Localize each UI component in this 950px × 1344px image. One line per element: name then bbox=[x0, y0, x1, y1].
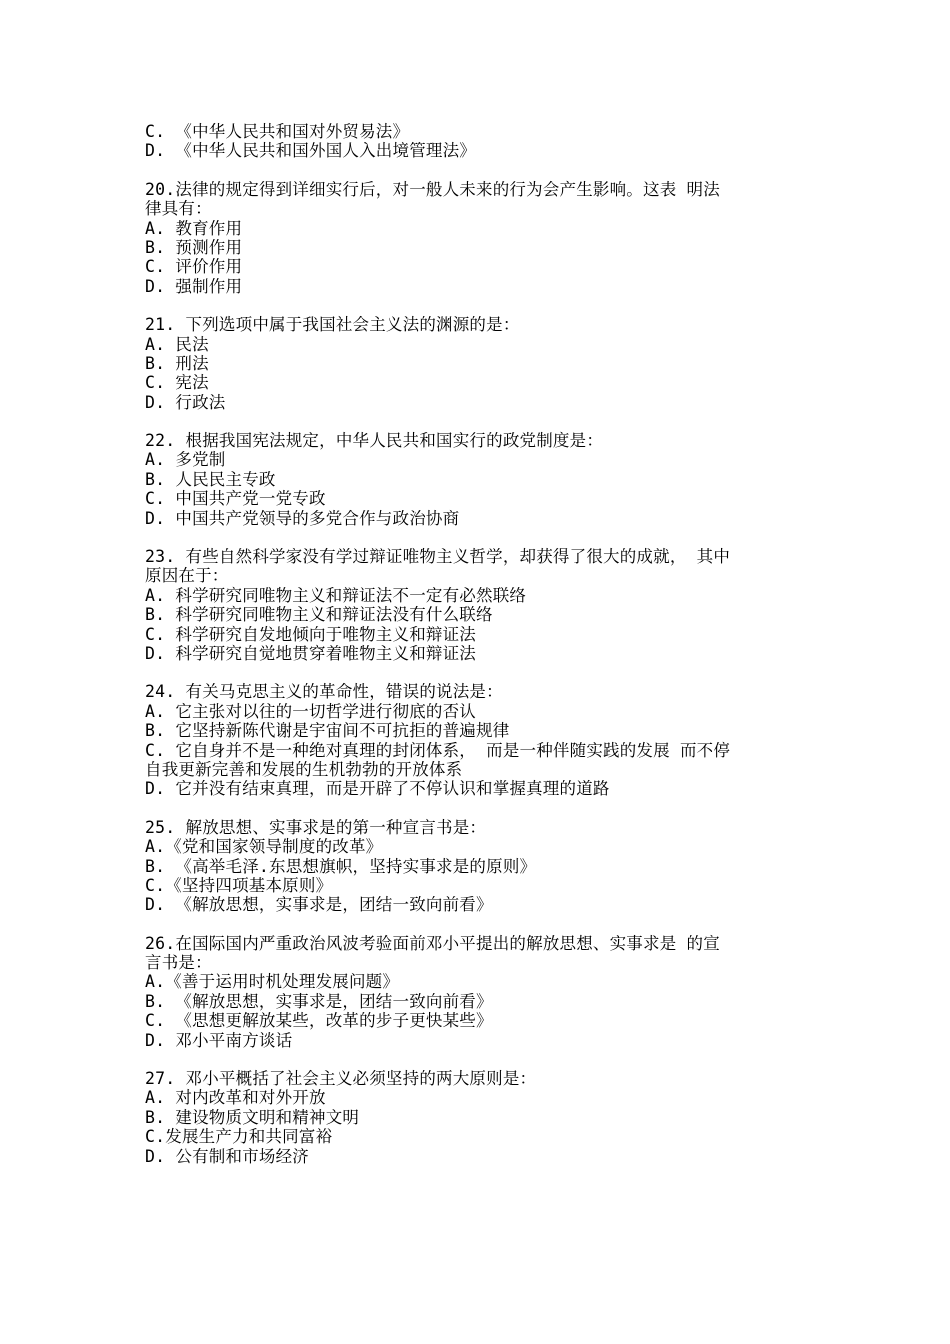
question-text-cont: 原因在于： bbox=[145, 566, 229, 586]
option-b: B. 人民民主专政 bbox=[145, 469, 276, 489]
question-text: 24. 有关马克思主义的革命性，错误的说法是： bbox=[145, 682, 503, 702]
option-b: B. 建设物质文明和精神文明 bbox=[145, 1107, 360, 1127]
option-a: A. 它主张对以往的一切哲学进行彻底的否认 bbox=[145, 701, 477, 721]
option-d: D. 邓小平南方谈话 bbox=[145, 1030, 293, 1050]
question-text: 23. 有些自然科学家没有学过辩证唯物主义哲学，却获得了很大的成就， 其中 bbox=[145, 547, 731, 567]
question-20 bbox=[145, 180, 825, 296]
question-text: 25. 解放思想、实事求是的第一种宣言书是： bbox=[145, 817, 487, 837]
option-a: A.《善于运用时机处理发展问题》 bbox=[145, 972, 400, 992]
question-25 bbox=[145, 818, 825, 915]
option-c: C.发展生产力和共同富裕 bbox=[145, 1127, 333, 1147]
question-26 bbox=[145, 934, 825, 1050]
option-b: B. 《解放思想，实事求是，团结一致向前看》 bbox=[145, 991, 493, 1011]
question-27 bbox=[145, 1069, 825, 1166]
option-d: D. 科学研究自觉地贯穿着唯物主义和辩证法 bbox=[145, 643, 477, 663]
question-text: 21. 下列选项中属于我国社会主义法的渊源的是： bbox=[145, 315, 520, 335]
option-c: C. 宪法 bbox=[145, 373, 209, 393]
question-19-options-tail bbox=[145, 122, 825, 161]
question-text: 20.法律的规定得到详细实行后，对一般人未来的行为会产生影响。这表 明法 bbox=[145, 179, 720, 199]
option-a: A. 民法 bbox=[145, 334, 209, 354]
option-c: C. 科学研究自发地倾向于唯物主义和辩证法 bbox=[145, 624, 477, 644]
option-d: D. 它并没有结束真理，而是开辟了不停认识和掌握真理的道路 bbox=[145, 779, 610, 799]
question-22 bbox=[145, 431, 825, 528]
option-d: D. 《解放思想，实事求是，团结一致向前看》 bbox=[145, 895, 493, 915]
option-d: D. 强制作用 bbox=[145, 276, 243, 296]
option-a: A.《党和国家领导制度的改革》 bbox=[145, 837, 383, 857]
option-b: B. 科学研究同唯物主义和辩证法没有什么联络 bbox=[145, 605, 493, 625]
question-24 bbox=[145, 682, 825, 798]
option-a: A. 教育作用 bbox=[145, 218, 243, 238]
question-text: 26.在国际国内严重政治风波考验面前邓小平提出的解放思想、实事求是 的宣 bbox=[145, 933, 720, 953]
document-page bbox=[145, 122, 825, 1185]
question-text-cont: 律具有： bbox=[145, 199, 212, 219]
question-23 bbox=[145, 547, 825, 663]
option-b: B. 刑法 bbox=[145, 353, 209, 373]
option-d: D. 中国共产党领导的多党合作与政治协商 bbox=[145, 508, 460, 528]
option-a: A. 科学研究同唯物主义和辩证法不一定有必然联络 bbox=[145, 585, 527, 605]
option-a: A. 多党制 bbox=[145, 450, 226, 470]
question-text-cont: 言书是： bbox=[145, 953, 212, 973]
question-text: 27. 邓小平概括了社会主义必须坚持的两大原则是： bbox=[145, 1069, 537, 1089]
option-a: A. 对内改革和对外开放 bbox=[145, 1088, 326, 1108]
option-c: C. 中国共产党一党专政 bbox=[145, 489, 326, 509]
question-21 bbox=[145, 315, 825, 412]
option-d: D. 《中华人民共和国外国人入出境管理法》 bbox=[145, 141, 477, 161]
option-c: C. 《思想更解放某些，改革的步子更快某些》 bbox=[145, 1011, 493, 1031]
question-text: 22. 根据我国宪法规定，中华人民共和国实行的政党制度是： bbox=[145, 431, 604, 451]
option-c: C.《坚持四项基本原则》 bbox=[145, 875, 333, 895]
option-c: C. 它自身并不是一种绝对真理的封闭体系， 而是一种伴随实践的发展 而不停 bbox=[145, 740, 731, 760]
option-b: B. 它坚持新陈代谢是宇宙间不可抗拒的普遍规律 bbox=[145, 721, 510, 741]
option-b: B. 预测作用 bbox=[145, 237, 243, 257]
option-c: C. 评价作用 bbox=[145, 257, 243, 277]
option-b: B. 《高举毛泽.东思想旗帜，坚持实事求是的原则》 bbox=[145, 856, 537, 876]
option-c: C. 《中华人民共和国对外贸易法》 bbox=[145, 122, 410, 141]
option-c-cont: 自我更新完善和发展的生机勃勃的开放体系 bbox=[145, 759, 463, 779]
option-d: D. 行政法 bbox=[145, 392, 226, 412]
option-d: D. 公有制和市场经济 bbox=[145, 1146, 310, 1166]
